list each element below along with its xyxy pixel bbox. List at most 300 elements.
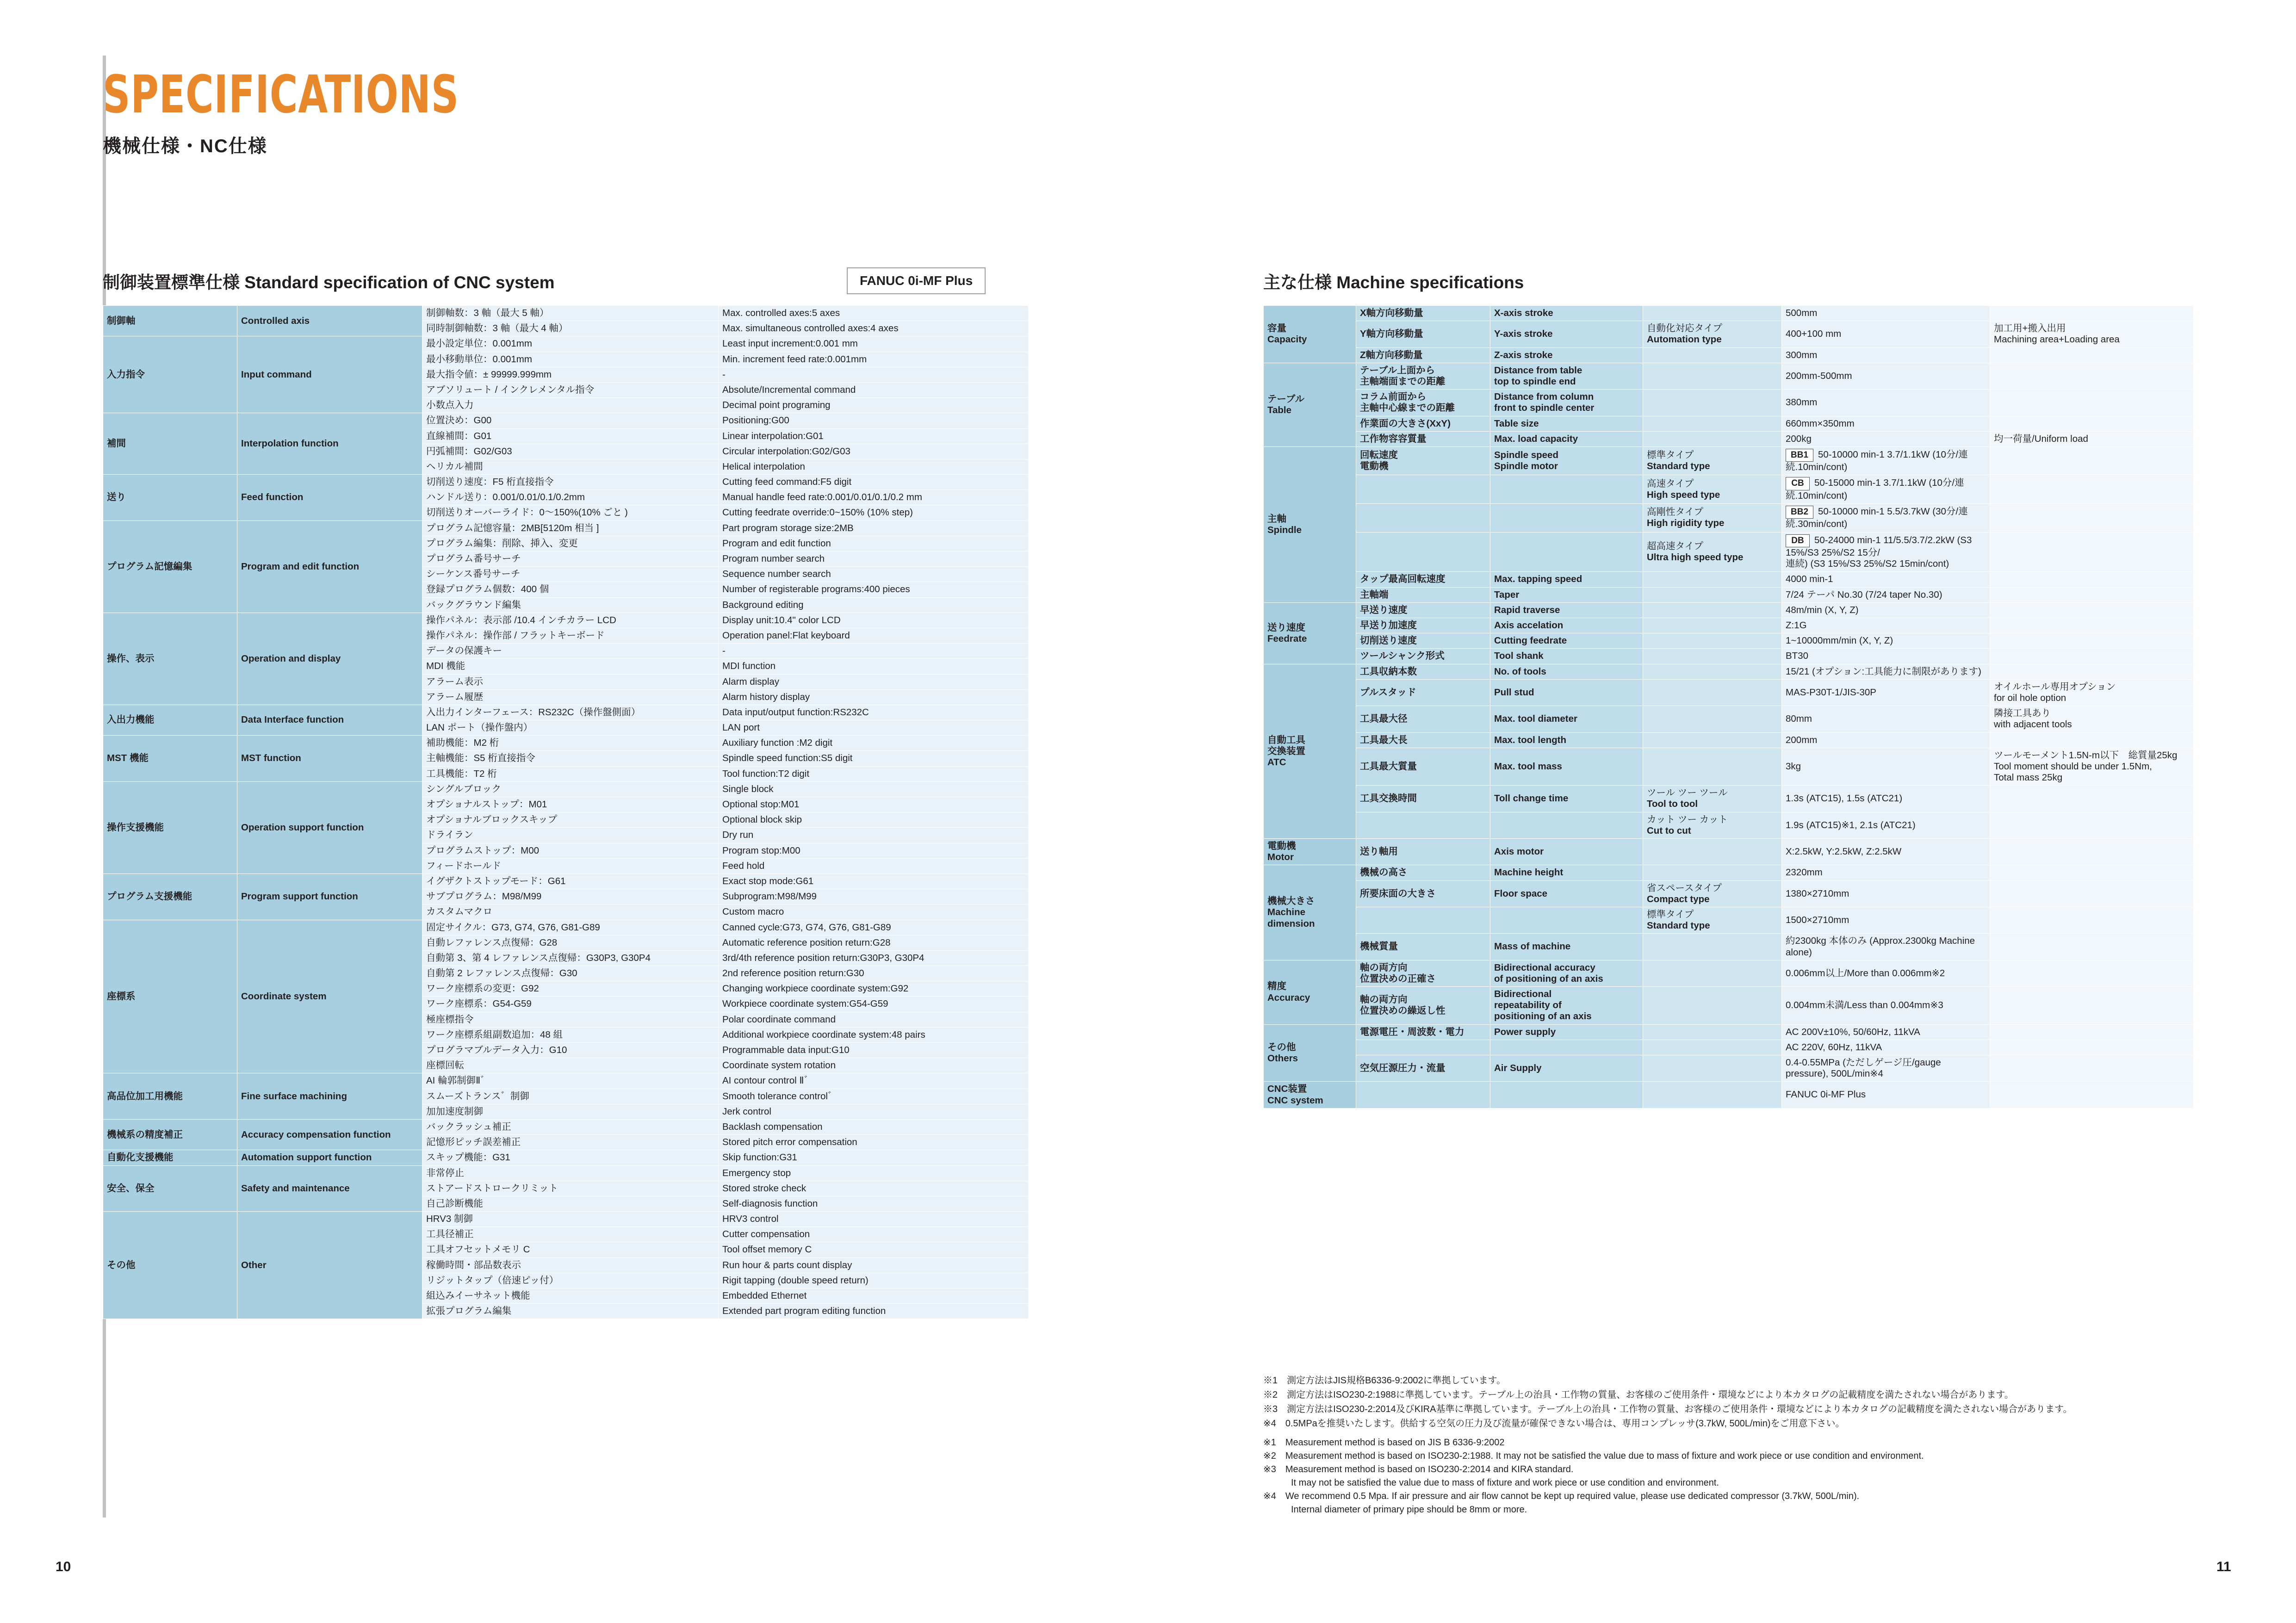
- cell-note: [1990, 865, 2194, 880]
- cell-item-en: [1490, 907, 1643, 933]
- cell-value: 200mm-500mm: [1782, 363, 1990, 389]
- cell-category: 精度 Accuracy: [1264, 960, 1356, 1024]
- cell-item-en: Coordinate system rotation: [719, 1058, 1029, 1073]
- table-row: [103, 613, 1029, 628]
- cell-item-jp: 稼働時間・部品数表示: [422, 1258, 719, 1273]
- cell-value: DB 50-24000 min-1 11/5.5/3.7/2.2kW (S3 15%/S3 25%/S2 15分/ 連続) (S3 15%/S3 25%/S2 15min/cont): [1782, 532, 1990, 572]
- cell-value: 1380×2710mm: [1782, 880, 1990, 907]
- cell-item-en: Skip function:G31: [719, 1150, 1029, 1165]
- cell-category-jp: 高品位加工用機能: [103, 1073, 237, 1120]
- left-section-title: 制御装置標準仕様 Standard specification of CNC system: [103, 273, 555, 292]
- cell-subtype: [1643, 431, 1782, 446]
- cell-item-jp: プログラム記憶容量：2MB[5120m 相当 ]: [422, 520, 719, 536]
- cell-subtype: [1643, 679, 1782, 706]
- cell-category-jp: 制御軸: [103, 306, 237, 336]
- spindle-type-code: BB1: [1786, 449, 1813, 462]
- cell-item-jp: プログラム編集：削除、挿入、変更: [422, 536, 719, 551]
- cell-item-jp: 加加速度制御: [422, 1104, 719, 1119]
- cell-category-en: Controlled axis: [237, 306, 422, 336]
- cell-item-en: Program and edit function: [719, 536, 1029, 551]
- cell-item-jp: [1356, 1040, 1490, 1055]
- cell-note: [1990, 306, 2194, 321]
- cell-note: [1990, 390, 2194, 416]
- cell-item-jp: イグザクトストップモード：G61: [422, 873, 719, 889]
- cell-item-en: Mass of machine: [1490, 934, 1643, 960]
- cell-value: 48m/min (X, Y, Z): [1782, 602, 1990, 618]
- cell-item-en: LAN port: [719, 720, 1029, 736]
- cell-item-en: Emergency stop: [719, 1165, 1029, 1181]
- cell-note: [1990, 934, 2194, 960]
- table-row: [103, 1150, 1029, 1165]
- cell-item-en: Exact stop mode:G61: [719, 873, 1029, 889]
- cell-item-en: Max. controlled axes:5 axes: [719, 306, 1029, 321]
- cell-category: 主軸 Spindle: [1264, 446, 1356, 602]
- cell-item-en: Table size: [1490, 416, 1643, 431]
- cell-item-jp: 補助機能：M2 桁: [422, 736, 719, 751]
- cell-subtype: [1643, 649, 1782, 664]
- cell-item-en: Pull stud: [1490, 679, 1643, 706]
- table-row: [1264, 649, 2194, 664]
- cell-note: [1990, 960, 2194, 986]
- table-row: [1264, 1055, 2194, 1082]
- cell-note: [1990, 907, 2194, 933]
- cell-item-jp: 機械質量: [1356, 934, 1490, 960]
- cell-subtype: [1643, 865, 1782, 880]
- cell-item-jp: 空気圧源圧力・流量: [1356, 1055, 1490, 1082]
- cell-item-jp: 軸の両方向 位置決めの繰返し性: [1356, 987, 1490, 1025]
- cell-category-en: Interpolation function: [237, 413, 422, 475]
- cell-value: 80mm: [1782, 706, 1990, 732]
- cell-item-jp: 工具機能：T2 桁: [422, 766, 719, 781]
- cell-item-jp: 制御軸数：3 軸（最大 5 軸）: [422, 306, 719, 321]
- table-row: [1264, 587, 2194, 602]
- cell-value: 1~10000mm/min (X, Y, Z): [1782, 633, 1990, 649]
- cell-item-jp: バックラッシュ補正: [422, 1119, 719, 1134]
- cell-value: FANUC 0i-MF Plus: [1782, 1082, 1990, 1108]
- cell-item-jp: 同時制御軸数：3 軸（最大 4 軸）: [422, 321, 719, 336]
- cell-item-en: Max. simultaneous controlled axes:4 axes: [719, 321, 1029, 336]
- cell-value: 7/24 テーパ No.30 (7/24 taper No.30): [1782, 587, 1990, 602]
- cell-item-en: Positioning:G00: [719, 413, 1029, 428]
- cell-item-en: Y-axis stroke: [1490, 321, 1643, 347]
- cell-category: 電動機 Motor: [1264, 839, 1356, 865]
- table-row: [1264, 786, 2194, 812]
- cell-item-en: Rapid traverse: [1490, 602, 1643, 618]
- cell-item-en: Distance from table top to spindle end: [1490, 363, 1643, 389]
- cell-subtype: 高剛性タイプ High rigidity type: [1643, 504, 1782, 533]
- cell-item-en: [1490, 532, 1643, 572]
- table-row: [103, 736, 1029, 751]
- cnc-specification-table: [103, 305, 1029, 1319]
- cell-item-jp: 早送り加速度: [1356, 618, 1490, 633]
- cell-item-en: Optional stop:M01: [719, 797, 1029, 812]
- cell-note: [1990, 1040, 2194, 1055]
- cell-item-jp: 工作物容容質量: [1356, 431, 1490, 446]
- cell-item-en: Dry run: [719, 828, 1029, 843]
- table-row: [1264, 865, 2194, 880]
- cell-note: [1990, 475, 2194, 504]
- table-row: [1264, 416, 2194, 431]
- table-row: [103, 413, 1029, 428]
- cell-item-jp: プログラムストップ：M00: [422, 843, 719, 858]
- cell-category-jp: MST 機能: [103, 736, 237, 782]
- cell-category: 自動工具 交換装置 ATC: [1264, 664, 1356, 838]
- table-row: [1264, 880, 2194, 907]
- cell-subtype: [1643, 306, 1782, 321]
- cell-item-jp: ヘリカル補間: [422, 459, 719, 474]
- cell-item-en: Spindle speed Spindle motor: [1490, 446, 1643, 475]
- cell-item-jp: シーケンス番号サーチ: [422, 567, 719, 582]
- cell-item-en: Auxiliary function :M2 digit: [719, 736, 1029, 751]
- cell-item-jp: 最小移動単位：0.001mm: [422, 352, 719, 367]
- cell-subtype: [1643, 363, 1782, 389]
- right-section-title: 主な仕様 Machine specifications: [1263, 273, 1524, 292]
- table-row: [1264, 960, 2194, 986]
- cell-category-en: Operation and display: [237, 613, 422, 705]
- cell-note: [1990, 786, 2194, 812]
- footnote-jp: ※1 測定方法はJIS規格B6336-9:2002に準拠しています。: [1263, 1375, 1506, 1386]
- cell-value: AC 200V±10%, 50/60Hz, 11kVA: [1782, 1024, 1990, 1040]
- cell-subtype: カット ツー カット Cut to cut: [1643, 812, 1782, 838]
- cell-category-en: MST function: [237, 736, 422, 782]
- table-row: [103, 920, 1029, 935]
- cell-item-jp: 操作パネル：操作部 / フラットキーボード: [422, 628, 719, 643]
- cell-item-en: Max. tool length: [1490, 732, 1643, 748]
- cell-item-jp: タップ最高回転速度: [1356, 572, 1490, 587]
- cell-subtype: [1643, 839, 1782, 865]
- cell-item-en: Tool offset memory C: [719, 1242, 1029, 1258]
- cell-item-en: 2nd reference position return:G30: [719, 966, 1029, 981]
- table-row: [1264, 618, 2194, 633]
- cell-item-jp: 早送り速度: [1356, 602, 1490, 618]
- table-row: [1264, 812, 2194, 838]
- cell-category-jp: 操作支援機能: [103, 781, 237, 873]
- cell-subtype: 標準タイプ Standard type: [1643, 446, 1782, 475]
- cell-note: [1990, 1082, 2194, 1108]
- footnote-en: ※1 Measurement method is based on JIS B 6336-9:2002: [1263, 1437, 1505, 1448]
- cell-item-jp: 最小設定単位：0.001mm: [422, 336, 719, 352]
- footnote-en: ※3 Measurement method is based on ISO230-2:2014 and KIRA standard.: [1263, 1464, 1574, 1474]
- cell-item-jp: アブソリュート / インクレメンタル指令: [422, 382, 719, 397]
- cell-item-jp: MDI 機能: [422, 659, 719, 674]
- cell-note: [1990, 363, 2194, 389]
- table-row: [1264, 664, 2194, 679]
- cell-item-jp: ドライラン: [422, 828, 719, 843]
- cell-category: 機械大きさ Machine dimension: [1264, 865, 1356, 960]
- cell-item-en: Tool shank: [1490, 649, 1643, 664]
- cell-item-jp: 組込みイーサネット機能: [422, 1288, 719, 1304]
- cell-subtype: 自動化対応タイプ Automation type: [1643, 321, 1782, 347]
- cell-subtype: [1643, 587, 1782, 602]
- table-row: [1264, 732, 2194, 748]
- cell-item-jp: HRV3 制御: [422, 1212, 719, 1227]
- cell-item-en: Bidirectional accuracy of positioning of an axis: [1490, 960, 1643, 986]
- page-title: SPECIFICATIONS: [103, 65, 459, 125]
- cell-item-jp: ワーク座標系の変更：G92: [422, 981, 719, 997]
- cell-note: [1990, 633, 2194, 649]
- cell-item-en: MDI function: [719, 659, 1029, 674]
- cell-value: Z:1G: [1782, 618, 1990, 633]
- cell-item-en: Polar coordinate command: [719, 1012, 1029, 1027]
- cell-category-en: Input command: [237, 336, 422, 413]
- table-row: [1264, 987, 2194, 1025]
- cell-item-jp: スムーズトランス゛制御: [422, 1089, 719, 1104]
- cell-category-en: Coordinate system: [237, 920, 422, 1073]
- table-row: [1264, 306, 2194, 321]
- cell-category-en: Accuracy compensation function: [237, 1119, 422, 1150]
- cell-note: [1990, 587, 2194, 602]
- cell-item-jp: 工具最大長: [1356, 732, 1490, 748]
- cnc-badge: FANUC 0i-MF Plus: [847, 267, 986, 294]
- cell-item-en: Bidirectional repeatability of positioning of an axis: [1490, 987, 1643, 1025]
- cell-item-jp: 所要床面の大きさ: [1356, 880, 1490, 907]
- table-row: [1264, 475, 2194, 504]
- cell-category-jp: 入力指令: [103, 336, 237, 413]
- cell-note: ツールモーメント1.5N-m以下 総質量25kg Tool moment should be under 1.5Nm, Total mass 25kg: [1990, 748, 2194, 786]
- table-row: [1264, 504, 2194, 533]
- cell-item-jp: 位置決め：G00: [422, 413, 719, 428]
- cell-note: [1990, 602, 2194, 618]
- cell-note: 加工用+搬入出用 Machining area+Loading area: [1990, 321, 2194, 347]
- cell-category-jp: プログラム支援機能: [103, 873, 237, 920]
- cell-note: [1990, 532, 2194, 572]
- spindle-type-code: BB2: [1786, 506, 1813, 519]
- cell-category-jp: 自動化支援機能: [103, 1150, 237, 1165]
- cell-item-jp: アラーム表示: [422, 674, 719, 689]
- cell-item-jp: 操作パネル：表示部 /10.4 インチカラー LCD: [422, 613, 719, 628]
- cell-item-jp: 工具径補正: [422, 1227, 719, 1242]
- cell-item-en: [1490, 1082, 1643, 1108]
- cell-item-en: Distance from column front to spindle center: [1490, 390, 1643, 416]
- footnote-en: It may not be satisfied the value due to mass of fixture and work piece or use condition and environment.: [1263, 1478, 1719, 1488]
- table-row: [103, 873, 1029, 889]
- cell-note: オイルホール専用オプション for oil hole option: [1990, 679, 2194, 706]
- cell-subtype: [1643, 934, 1782, 960]
- cell-value: 380mm: [1782, 390, 1990, 416]
- table-row: [1264, 1040, 2194, 1055]
- table-row: [1264, 532, 2194, 572]
- spindle-type-code: CB: [1786, 477, 1810, 490]
- cell-item-jp: 作業面の大きさ(XxY): [1356, 416, 1490, 431]
- cell-item-en: Tool function:T2 digit: [719, 766, 1029, 781]
- cell-item-en: Self-diagnosis function: [719, 1196, 1029, 1211]
- cell-item-jp: アラーム履歴: [422, 689, 719, 705]
- table-row: [1264, 1024, 2194, 1040]
- cell-item-jp: [1356, 907, 1490, 933]
- cell-item-en: Min. increment feed rate:0.001mm: [719, 352, 1029, 367]
- cell-item-jp: コラム前面から 主軸中心線までの距離: [1356, 390, 1490, 416]
- cell-item-jp: Y軸方向移動量: [1356, 321, 1490, 347]
- cell-note: [1990, 446, 2194, 475]
- cell-item-en: Stored stroke check: [719, 1181, 1029, 1196]
- spindle-type-code: DB: [1786, 534, 1810, 547]
- cell-value: BT30: [1782, 649, 1990, 664]
- cell-item-jp: 固定サイクル：G73, G74, G76, G81-G89: [422, 920, 719, 935]
- cell-value: 1.3s (ATC15), 1.5s (ATC21): [1782, 786, 1990, 812]
- cell-item-jp: 送り軸用: [1356, 839, 1490, 865]
- cell-item-en: Max. tapping speed: [1490, 572, 1643, 587]
- footnote-jp: ※2 測定方法はISO230-2:1988に準拠しています。テーブル上の治具・工作物の質量、お客様のご使用条件・環境などにより本カタログの記載精度を満たされない場合があります。: [1263, 1390, 2014, 1400]
- cell-item-en: Data input/output function:RS232C: [719, 705, 1029, 720]
- cell-item-en: Circular interpolation:G02/G03: [719, 444, 1029, 459]
- cell-note: [1990, 1024, 2194, 1040]
- cell-item-jp: 電源電圧・周波数・電力: [1356, 1024, 1490, 1040]
- cell-item-jp: 自動第 2 レファレンス点復帰：G30: [422, 966, 719, 981]
- cell-item-en: [1490, 475, 1643, 504]
- cell-item-jp: 工具オフセットメモリ C: [422, 1242, 719, 1258]
- cell-category: その他 Others: [1264, 1024, 1356, 1082]
- cell-note: 均一荷量/Uniform load: [1990, 431, 2194, 446]
- cell-item-jp: 軸の両方向 位置決めの正確さ: [1356, 960, 1490, 986]
- cell-subtype: [1643, 960, 1782, 986]
- page-header: [103, 65, 537, 158]
- table-row: [103, 520, 1029, 536]
- cell-subtype: [1643, 347, 1782, 363]
- cell-item-jp: オプショナルブロックスキップ: [422, 812, 719, 828]
- cell-value: 200mm: [1782, 732, 1990, 748]
- cell-item-en: Power supply: [1490, 1024, 1643, 1040]
- cell-note: [1990, 812, 2194, 838]
- cell-value: 1500×2710mm: [1782, 907, 1990, 933]
- cell-category-en: Fine surface machining: [237, 1073, 422, 1120]
- table-row: [1264, 907, 2194, 933]
- cell-note: [1990, 504, 2194, 533]
- cell-item-jp: フィードホールド: [422, 858, 719, 873]
- table-row: [1264, 363, 2194, 389]
- table-row: [103, 781, 1029, 797]
- cell-subtype: 超高速タイプ Ultra high speed type: [1643, 532, 1782, 572]
- cell-item-en: Manual handle feed rate:0.001/0.01/0.1/0.2 mm: [719, 490, 1029, 505]
- machine-specification-table: [1263, 305, 2194, 1109]
- cell-subtype: [1643, 987, 1782, 1025]
- cell-item-en: Feed hold: [719, 858, 1029, 873]
- table-row: [103, 1165, 1029, 1181]
- table-row: [1264, 1082, 2194, 1108]
- cell-item-jp: 極座標指令: [422, 1012, 719, 1027]
- cell-item-jp: サブプログラム：M98/M99: [422, 889, 719, 904]
- cell-item-jp: 記憶形ピッチ誤差補正: [422, 1135, 719, 1150]
- cell-note: [1990, 880, 2194, 907]
- footnote-jp: ※3 測定方法はISO230-2:2014及びKIRA基準に準拠しています。テーブル上の治具・工作物の質量、お客様のご使用条件・環境などにより本カタログの記載精度を満たされない場合があります。: [1263, 1404, 2073, 1414]
- cell-item-jp: 主軸端: [1356, 587, 1490, 602]
- cell-category: CNC装置 CNC system: [1264, 1082, 1356, 1108]
- cell-item-en: Operation panel:Flat keyboard: [719, 628, 1029, 643]
- cell-note: [1990, 416, 2194, 431]
- cell-item-jp: [1356, 475, 1490, 504]
- cell-item-jp: 切削送り速度：F5 桁直接指令: [422, 475, 719, 490]
- cell-category: テーブル Table: [1264, 363, 1356, 446]
- table-row: [1264, 602, 2194, 618]
- cell-item-en: Max. tool mass: [1490, 748, 1643, 786]
- cell-subtype: [1643, 602, 1782, 618]
- cell-item-en: Alarm display: [719, 674, 1029, 689]
- cell-item-jp: 円弧補間：G02/G03: [422, 444, 719, 459]
- cell-item-jp: LAN ポート（操作盤内）: [422, 720, 719, 736]
- table-row: [1264, 572, 2194, 587]
- cell-item-jp: テーブル上面から 主軸端面までの距離: [1356, 363, 1490, 389]
- cell-item-en: Embedded Ethernet: [719, 1288, 1029, 1304]
- cell-item-jp: リジットタップ（倍速ピッ付）: [422, 1273, 719, 1288]
- cell-item-jp: 自動レファレンス点復帰：G28: [422, 935, 719, 950]
- cell-item-jp: プルスタッド: [1356, 679, 1490, 706]
- cell-item-jp: 切削送り速度: [1356, 633, 1490, 649]
- cell-value: 2320mm: [1782, 865, 1990, 880]
- cell-item-en: Single block: [719, 781, 1029, 797]
- cell-item-en: Part program storage size:2MB: [719, 520, 1029, 536]
- cell-item-jp: [1356, 1082, 1490, 1108]
- cell-note: [1990, 1055, 2194, 1082]
- cell-item-jp: データの保護キー: [422, 644, 719, 659]
- cell-item-en: Smooth tolerance control゛: [719, 1089, 1029, 1104]
- footnotes-en: [1263, 1436, 2072, 1517]
- cell-value: 660mm×350mm: [1782, 416, 1990, 431]
- cell-item-jp: ストアードストロークリミット: [422, 1181, 719, 1196]
- cell-item-jp: バックグラウンド編集: [422, 597, 719, 613]
- cell-item-en: Taper: [1490, 587, 1643, 602]
- cell-item-en: Program stop:M00: [719, 843, 1029, 858]
- cell-note: [1990, 664, 2194, 679]
- cell-item-en: Air Supply: [1490, 1055, 1643, 1082]
- cell-note: [1990, 572, 2194, 587]
- cell-category-jp: その他: [103, 1212, 237, 1319]
- cell-value: 500mm: [1782, 306, 1990, 321]
- cell-item-en: Cutting feedrate override:0~150% (10% step): [719, 505, 1029, 520]
- cell-value: 4000 min-1: [1782, 572, 1990, 587]
- cell-category-en: Operation support function: [237, 781, 422, 873]
- cell-item-jp: ハンドル送り：0.001/0.01/0.1/0.2mm: [422, 490, 719, 505]
- table-row: [1264, 839, 2194, 865]
- cell-item-jp: ワーク座標系組副数追加：48 組: [422, 1027, 719, 1042]
- cell-subtype: [1643, 633, 1782, 649]
- cell-item-en: Subprogram:M98/M99: [719, 889, 1029, 904]
- cell-category-jp: 補間: [103, 413, 237, 475]
- cell-item-jp: 工具収納本数: [1356, 664, 1490, 679]
- cell-item-en: Cutter compensation: [719, 1227, 1029, 1242]
- cell-item-jp: 自己診断機能: [422, 1196, 719, 1211]
- cell-item-jp: スキップ機能：G31: [422, 1150, 719, 1165]
- cell-note: [1990, 649, 2194, 664]
- cell-item-jp: AI 輪郭制御Ⅱ゛: [422, 1073, 719, 1089]
- cell-item-en: Run hour & parts count display: [719, 1258, 1029, 1273]
- cell-item-jp: 主軸機能：S5 桁直接指令: [422, 751, 719, 766]
- cell-category: 容量 Capacity: [1264, 306, 1356, 363]
- page-number-right: 11: [2216, 1559, 2231, 1574]
- cell-item-jp: 自動第 3、第 4 レファレンス点復帰：G30P3, G30P4: [422, 950, 719, 966]
- cell-subtype: 標準タイプ Standard type: [1643, 907, 1782, 933]
- cell-item-jp: 工具交換時間: [1356, 786, 1490, 812]
- cell-value: 0.006mm以上/More than 0.006mm※2: [1782, 960, 1990, 986]
- cell-item-jp: [1356, 532, 1490, 572]
- cell-item-en: X-axis stroke: [1490, 306, 1643, 321]
- cell-note: [1990, 987, 2194, 1025]
- cell-item-jp: 切削送りオーバーライド：0〜150%(10% ごと ): [422, 505, 719, 520]
- table-row: [1264, 706, 2194, 732]
- cell-item-en: Optional block skip: [719, 812, 1029, 828]
- cell-category-jp: 操作、表示: [103, 613, 237, 705]
- cell-item-jp: ツールシャンク形式: [1356, 649, 1490, 664]
- cell-item-jp: Z軸方向移動量: [1356, 347, 1490, 363]
- cell-item-jp: 工具最大質量: [1356, 748, 1490, 786]
- cell-category-en: Program support function: [237, 873, 422, 920]
- footnotes: [1263, 1374, 2072, 1517]
- table-row: [1264, 446, 2194, 475]
- cell-item-en: HRV3 control: [719, 1212, 1029, 1227]
- cell-item-en: 3rd/4th reference position return:G30P3, G30P4: [719, 950, 1029, 966]
- cell-item-en: Max. load capacity: [1490, 431, 1643, 446]
- cell-item-jp: 工具最大径: [1356, 706, 1490, 732]
- cell-item-jp: 登録プログラム個数：400 個: [422, 582, 719, 597]
- cell-category: 送り速度 Feedrate: [1264, 602, 1356, 664]
